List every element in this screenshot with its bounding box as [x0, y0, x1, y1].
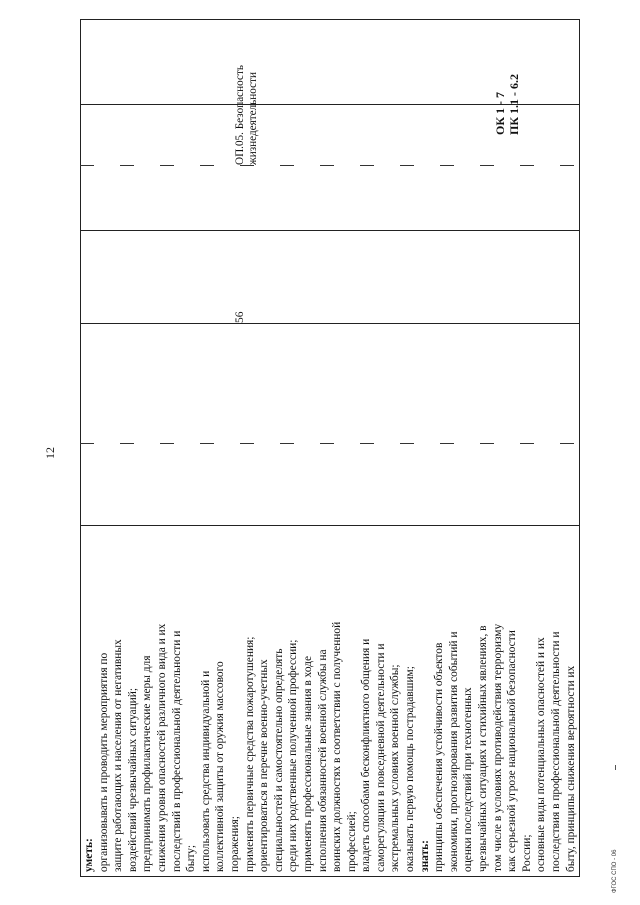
text-line: том числе в условиях противодействия терроризму	[491, 623, 504, 872]
text-line: чрезвычайных ситуациях и стихийных явлениях, в	[477, 625, 490, 872]
text-line: быту, принципы снижения вероятности их	[564, 665, 577, 872]
text-line: воинских должностях в соответствии с полученной	[331, 621, 344, 872]
text-line: среди них родственные полученной профессии;	[287, 639, 300, 872]
text-line: специальностей и самостоятельно определять	[272, 648, 285, 872]
table-top-border	[80, 20, 81, 876]
table-bottom-border	[579, 20, 580, 876]
text-line: поражения;	[228, 816, 241, 872]
footer-code: ФГОС СПО - 06	[612, 849, 618, 893]
text-line: организовывать и проводить мероприятия по	[97, 652, 110, 872]
column-divider	[80, 230, 580, 231]
text-line: России;	[520, 834, 533, 872]
text-line: принципы обеспечения устойчивости объектов	[433, 642, 446, 872]
professional-competencies: ПК 1.1 - 6.2	[507, 73, 521, 135]
column-divider	[80, 323, 580, 324]
section-heading: уметь:	[83, 838, 95, 872]
text-line: ориентироваться в перечне военно-учетных	[258, 659, 271, 872]
knowledge-skills-cell	[82, 526, 577, 876]
text-line: последствия в профессиональной деятельности и	[550, 631, 562, 872]
discipline-index-cell: ОП.05. Безопасность жизнедеятельности	[234, 65, 259, 165]
text-line: предпринимать профилактические меры для	[141, 655, 154, 872]
section-heading: знать:	[418, 840, 431, 872]
text-line: саморегуляции в повседневной деятельности и	[374, 643, 387, 872]
text-line: последствий в профессиональной деятельности и	[170, 630, 183, 872]
column-divider-faint	[80, 165, 580, 166]
text-line: воздействий чрезвычайных ситуаций;	[126, 687, 139, 872]
text-line: применять профессиональные знания в ходе	[301, 655, 314, 872]
text-line: экономики, прогнозирования развития событий и	[447, 631, 460, 872]
text-line: оценки последствий при техногенных	[462, 687, 475, 872]
text-line: снижения уровня опасностей различного вида и их	[155, 623, 168, 872]
text-line: оказывать первую помощь пострадавшим;	[404, 666, 417, 872]
text-line: профессией;	[345, 811, 358, 872]
text-line: как серьезной угрозе национальной безопасности	[506, 630, 519, 872]
page-number: 12	[43, 447, 57, 459]
text-line: защите работающих и населения от негативных	[112, 639, 125, 872]
general-competencies: ОК 1 - 7	[493, 91, 507, 135]
competencies-cell	[493, 45, 521, 135]
text-line: применять первичные средства пожаротушения;	[243, 636, 256, 872]
text-line: использовать средства индивидуальной и	[199, 670, 212, 872]
text-line: коллективной защиты от оружия массового	[214, 661, 227, 872]
text-line: исполнения обязанностей военной службы на	[316, 649, 329, 872]
curriculum-table	[80, 19, 580, 877]
hours-cell: 56	[234, 311, 246, 323]
text-line: быту;	[185, 845, 198, 872]
column-divider-faint	[80, 443, 580, 444]
footer-mark	[615, 765, 616, 770]
text-line: экстремальных условиях военной службы;	[389, 664, 402, 872]
text-line: владеть способами бесконфликтного общения и	[360, 638, 373, 872]
text-line: основные виды потенциальных опасностей и их	[535, 637, 548, 872]
